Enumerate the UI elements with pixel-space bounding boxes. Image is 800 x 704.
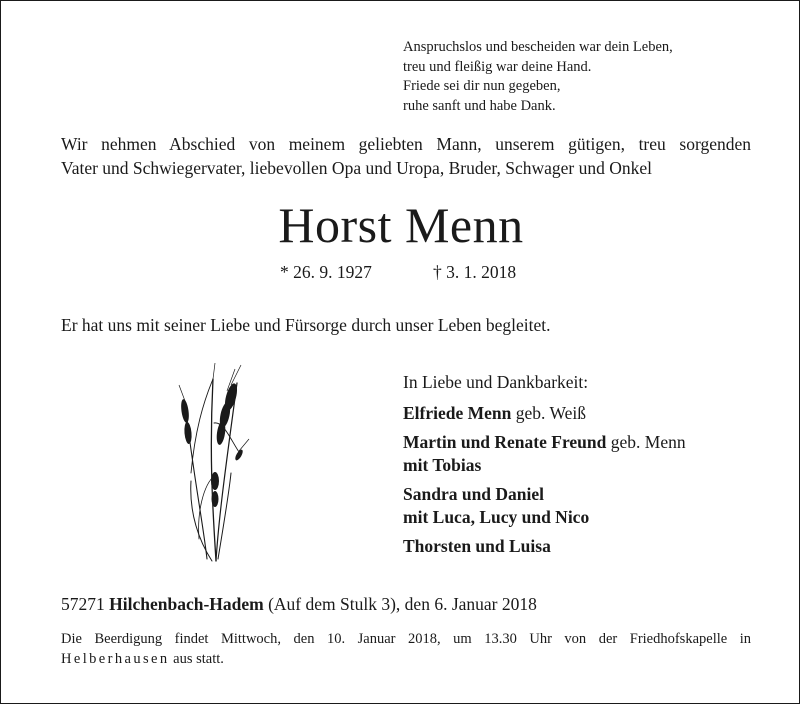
mourner-name: Elfriede Menn <box>403 403 512 423</box>
mourner-entry <box>403 535 686 558</box>
mourner-entry <box>403 402 686 425</box>
town: Hilchenbach-Hadem <box>109 594 264 614</box>
intro-text <box>61 132 751 180</box>
poem-line: treu und fleißig war deine Hand. <box>403 58 592 75</box>
place-date-line <box>61 592 537 616</box>
mourner-name: Thorsten und Luisa <box>403 536 551 556</box>
intro-line: Wir nehmen Abschied von meinem geliebten Mann, unserem gütigen, treu sorgenden <box>61 134 751 154</box>
mourner-children: mit Luca, Lucy und Nico <box>403 507 590 527</box>
mourner-children: mit Tobias <box>403 455 482 475</box>
funeral-line <box>61 650 751 670</box>
mourner-suffix: geb. Weiß <box>511 403 586 423</box>
wheat-icon <box>169 363 259 563</box>
mourner-name: Sandra und Daniel <box>403 484 545 504</box>
tribute-text: Er hat uns mit seiner Liebe und Fürsorge durch unser Leben begleitet. <box>61 315 551 335</box>
mourner-suffix: geb. Menn <box>606 432 686 452</box>
mourners-list <box>403 371 686 564</box>
poem-line: Anspruchslos und bescheiden war dein Leben, <box>403 39 673 55</box>
postcode: 57271 <box>61 594 105 614</box>
poem-line: ruhe sanft und habe Dank. <box>403 97 556 114</box>
funeral-line: Die Beerdigung findet Mittwoch, den 10. Januar 2018, um 13.30 Uhr von der Friedhofskapelle in <box>61 631 751 647</box>
address-date: (Auf dem Stulk 3), den 6. Januar 2018 <box>263 594 537 614</box>
mourner-name: Martin und Renate Freund <box>403 432 607 452</box>
mourner-entry <box>403 483 686 529</box>
mourner-entry <box>403 431 686 477</box>
poem <box>403 38 673 116</box>
poem-line: Friede sei dir nun gegeben, <box>403 78 561 94</box>
death-date: † 3. 1. 2018 <box>433 262 517 282</box>
funeral-notice <box>61 630 751 669</box>
funeral-rest: aus statt. <box>169 650 224 667</box>
deceased-name: Horst Menn <box>278 197 524 253</box>
mourners-heading: In Liebe und Dankbarkeit: <box>403 372 589 392</box>
birth-date: * 26. 9. 1927 <box>280 262 372 282</box>
funeral-place: Helberhausen <box>61 650 170 667</box>
intro-line: Vater und Schwiegervater, liebevollen Opa und Uropa, Bruder, Schwager und Onkel <box>61 158 652 178</box>
